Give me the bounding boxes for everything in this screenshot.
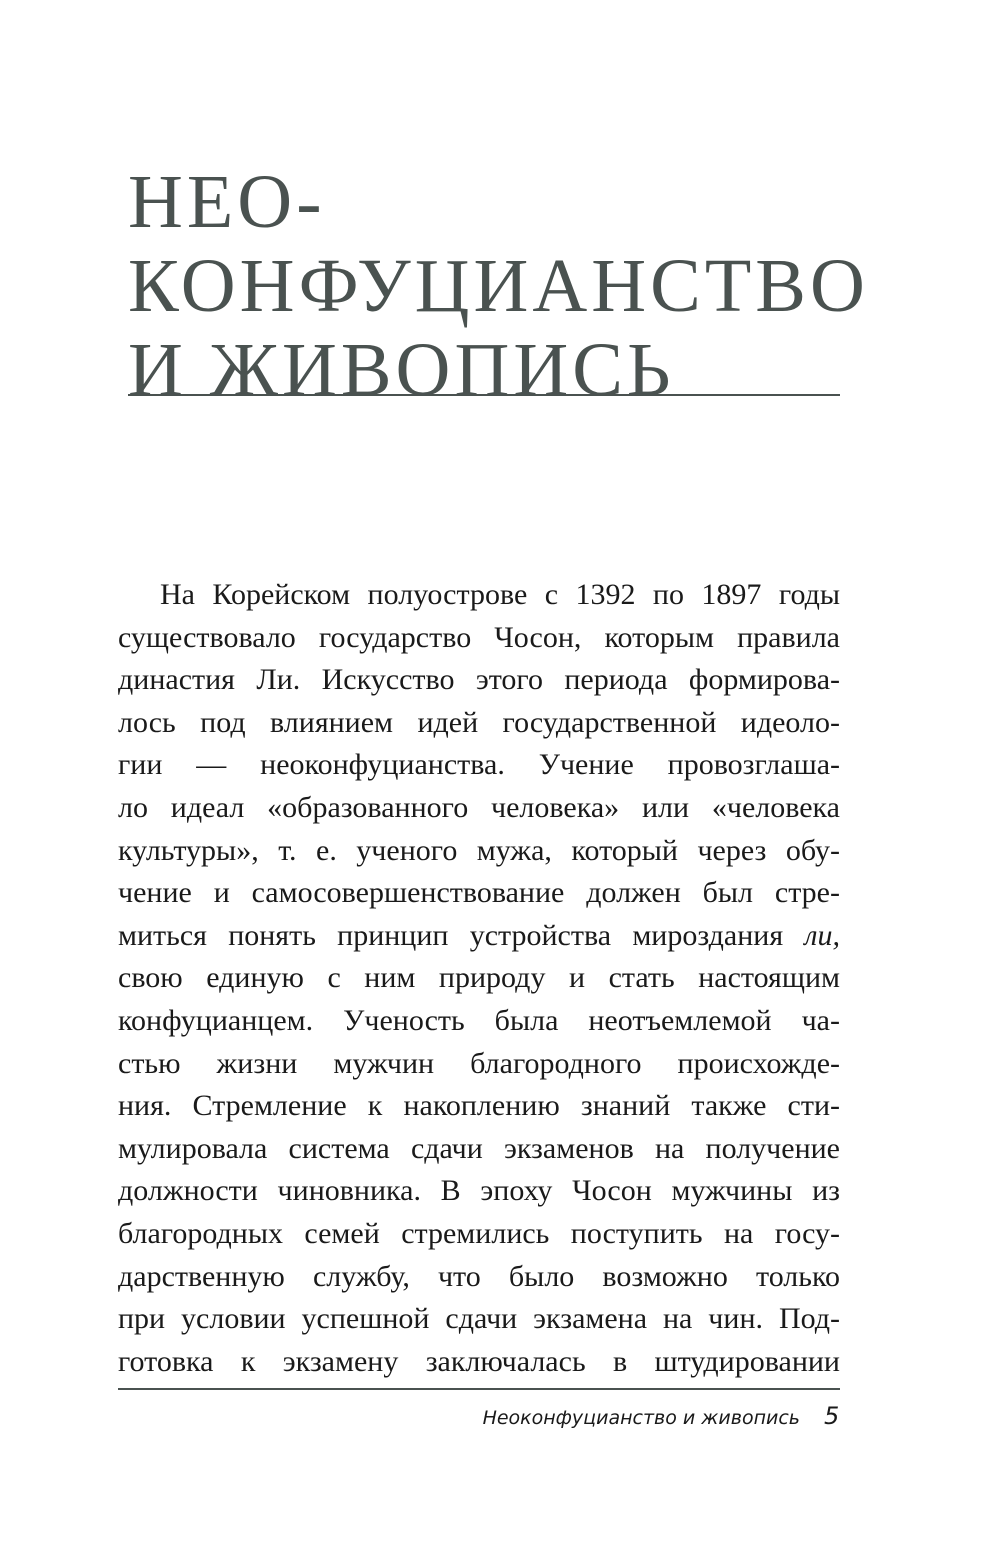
body-line-15: должности чиновника. В эпоху Чосон мужчины из <box>118 1174 840 1208</box>
body-line-9-text: миться понять принцип устройства мироздания <box>118 918 805 952</box>
body-line-11: конфуцианцем. Ученость была неотъемлемой ча- <box>118 1003 840 1037</box>
body-line-1: На Корейском полуострове с 1392 по 1897 годы <box>160 578 840 611</box>
body-line-7: культуры», т. е. ученого мужа, который через обу- <box>118 833 840 867</box>
body-line-16: благородных семей стремились поступить на госу- <box>118 1216 840 1250</box>
footer-divider <box>118 1388 840 1390</box>
body-line-12: стью жизни мужчин благородного происхожде- <box>118 1046 840 1080</box>
chapter-title-line-3: И ЖИВОПИСЬ <box>128 328 675 412</box>
body-line-17: дарственную службу, что было возможно только <box>118 1259 840 1293</box>
body-line-10: свою единую с ним природу и стать настоящим <box>118 961 840 995</box>
body-paragraph <box>118 574 840 1383</box>
body-line-6: ло идеал «образованного человека» или «человека <box>118 790 840 824</box>
body-line-19: готовка к экзамену заключалась в штудировании <box>118 1344 840 1378</box>
chapter-title-line-2: КОНФУЦИАНСТВО <box>128 244 869 328</box>
page-number: 5 <box>824 1402 840 1430</box>
chapter-title <box>128 160 869 412</box>
chapter-title-line-1: НЕО- <box>128 160 326 244</box>
body-line-14: мулировала система сдачи экзаменов на получение <box>118 1131 840 1165</box>
italic-term-li: ли, <box>804 918 840 952</box>
body-line-5: гии — неоконфуцианства. Учение провозглаша- <box>118 748 840 782</box>
body-line-4: лось под влиянием идей государственной идеоло- <box>118 705 840 739</box>
body-line-13: ния. Стремление к накоплению знаний также сти- <box>118 1089 840 1123</box>
body-line-18: при условии успешной сдачи экзамена на чин. Под- <box>118 1302 840 1336</box>
body-line-3: династия Ли. Искусство этого периода формирова- <box>118 663 840 697</box>
title-underline-divider <box>128 394 840 396</box>
body-line-2: существовало государство Чосон, которым правила <box>118 620 840 654</box>
body-line-9 <box>118 915 840 958</box>
running-head: Неоконфуцианство и живопись <box>482 1407 800 1429</box>
body-line-8: чение и самосовершенствование должен был стре- <box>118 876 840 910</box>
